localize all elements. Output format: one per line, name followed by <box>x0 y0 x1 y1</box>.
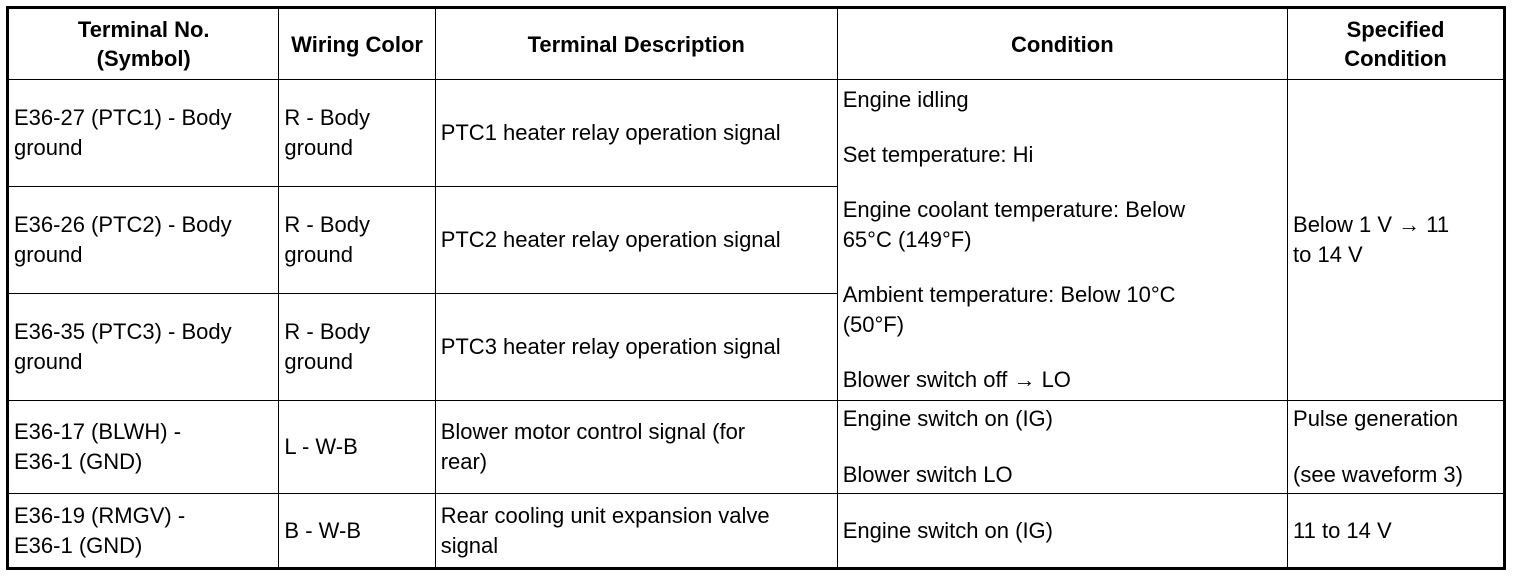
terminal-cell <box>8 401 279 494</box>
wiring-line1: R - Body <box>284 319 371 344</box>
condition-line1: Engine switch on (IG) <box>842 406 1053 431</box>
description-line2: signal <box>440 532 499 558</box>
condition-cell: Engine switch on (IG) <box>837 494 1287 569</box>
terminal-cell <box>8 80 279 187</box>
ptc-condition-cell <box>837 80 1287 401</box>
description-cell: PTC1 heater relay operation signal <box>435 80 837 187</box>
description-cell: PTC2 heater relay operation signal <box>435 187 837 294</box>
terminal-line1: E36-19 (RMGV) - <box>14 502 186 528</box>
description-line2: rear) <box>440 449 488 474</box>
terminal-line2: ground <box>14 135 83 160</box>
header-condition: Condition <box>837 8 1287 80</box>
wiring-cell: B - W-B <box>279 494 435 569</box>
header-terminal-no <box>8 8 279 80</box>
description-line1: Rear cooling unit expansion valve <box>440 502 770 528</box>
table-row <box>8 80 1505 187</box>
ptc-condition-line4b: (50°F) <box>842 312 905 337</box>
terminal-line2: E36-1 (GND) <box>14 449 143 474</box>
description-cell <box>435 494 837 569</box>
ptc-condition-line3a: Engine coolant temperature: Below <box>842 197 1186 222</box>
terminal-line2: ground <box>14 242 83 267</box>
ptc-specified-line1: Below 1 V → 11 <box>1293 212 1450 237</box>
terminal-cell <box>8 494 279 569</box>
wiring-line1: R - Body <box>284 212 371 237</box>
header-specified-line1: Specified <box>1346 17 1445 42</box>
terminal-line1: E36-27 (PTC1) - Body <box>14 105 232 130</box>
header-wiring-color: Wiring Color <box>279 8 435 80</box>
terminal-cell <box>8 187 279 294</box>
ptc-condition-line1: Engine idling <box>842 87 969 112</box>
terminal-line1: E36-26 (PTC2) - Body <box>14 212 232 237</box>
header-specified-line2: Condition <box>1344 46 1447 71</box>
description-cell <box>435 401 837 494</box>
terminal-line1: E36-17 (BLWH) - <box>14 419 182 444</box>
specified-cell: 11 to 14 V <box>1288 494 1505 569</box>
description-line1: Blower motor control signal (for <box>440 419 746 444</box>
wiring-line2: ground <box>284 242 353 267</box>
ptc-condition-line3b: 65°C (149°F) <box>842 227 972 252</box>
header-terminal-description: Terminal Description <box>435 8 837 80</box>
ptc-condition-line4a: Ambient temperature: Below 10°C <box>842 282 1176 307</box>
table-row <box>8 401 1505 494</box>
header-specified-condition <box>1288 8 1505 80</box>
description-cell: PTC3 heater relay operation signal <box>435 294 837 401</box>
terminal-line2: ground <box>14 349 83 374</box>
wiring-line1: R - Body <box>284 105 371 130</box>
ptc-specified-line2: to 14 V <box>1293 242 1363 267</box>
terminal-line2: E36-1 (GND) <box>14 532 143 558</box>
specified-cell <box>1288 401 1505 494</box>
ptc-specified-cell <box>1288 80 1505 401</box>
wiring-cell <box>279 294 435 401</box>
ptc-condition-line5: Blower switch off → LO <box>842 367 1071 392</box>
wiring-cell <box>279 80 435 187</box>
wiring-line2: ground <box>284 135 353 160</box>
header-terminal-line2: (Symbol) <box>96 46 191 71</box>
terminal-cell <box>8 294 279 401</box>
header-terminal-line1: Terminal No. <box>77 17 210 42</box>
table-row <box>8 494 1505 569</box>
wiring-cell: L - W-B <box>279 401 435 494</box>
table-header-row <box>8 8 1505 80</box>
condition-line2: Blower switch LO <box>842 462 1013 487</box>
ptc-condition-line2: Set temperature: Hi <box>842 142 1034 167</box>
terminal-line1: E36-35 (PTC3) - Body <box>14 319 232 344</box>
wiring-cell <box>279 187 435 294</box>
specified-line2: (see waveform 3) <box>1293 462 1463 487</box>
condition-cell <box>837 401 1287 494</box>
wiring-line2: ground <box>284 349 353 374</box>
terminal-spec-table <box>6 6 1506 570</box>
specified-line1: Pulse generation <box>1293 406 1459 431</box>
